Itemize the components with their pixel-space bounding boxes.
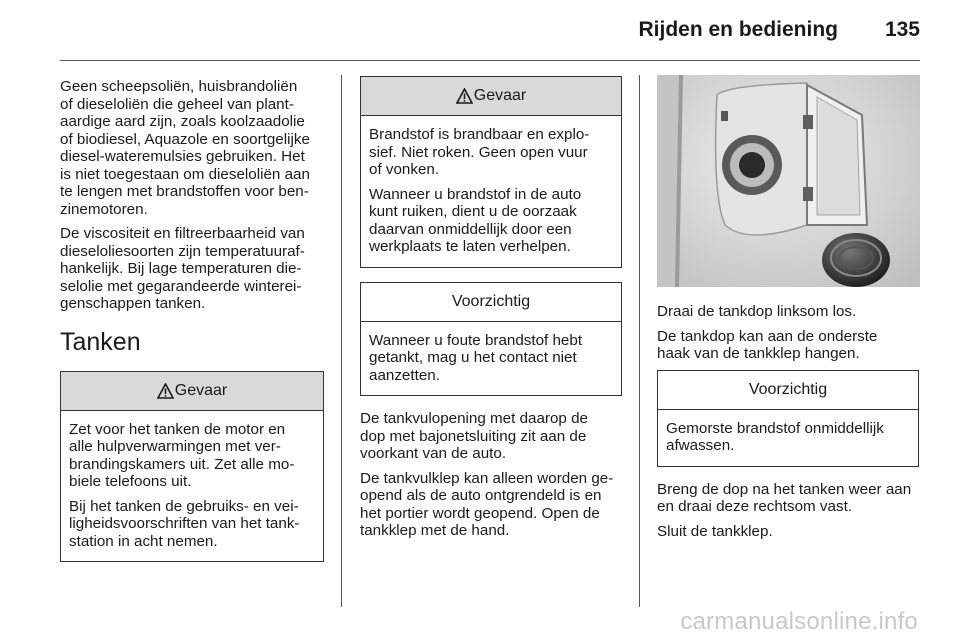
page-number: 135 bbox=[884, 18, 920, 41]
warning-box-body bbox=[61, 411, 323, 562]
header-rule bbox=[60, 60, 920, 61]
paragraph: De viscositeit en filtreerbaarheid van dieseloliesoorten zijn temperatuuraf- hankelijk. Bij lage temperaturen die- selolie met gegarandeerde winterei- genschappen tanken. bbox=[60, 225, 305, 312]
warning-box bbox=[360, 76, 622, 268]
column-divider-1 bbox=[341, 75, 342, 607]
warning-title: Gevaar bbox=[473, 87, 527, 104]
paragraph: Wanneer u brandstof in de auto kunt ruiken, dient u de oorzaak daarvan onmiddellijk door een werkplaats te laten verhelpen. bbox=[369, 185, 582, 255]
page-header bbox=[0, 0, 960, 60]
caution-box-header bbox=[658, 371, 918, 410]
section-heading: Tanken bbox=[60, 327, 141, 356]
caution-box-header bbox=[361, 283, 621, 322]
paragraph: Breng de dop na het tanken weer aan en draai deze rechtsom vast. bbox=[657, 480, 912, 515]
paragraph: Zet voor het tanken de motor en alle hulpverwarmingen met ver- brandingskamers uit. Zet alle mo- biele telefoons uit. bbox=[69, 420, 295, 490]
fuel-filler-illustration bbox=[657, 75, 920, 287]
warning-box-header bbox=[361, 77, 621, 116]
column-1 bbox=[60, 78, 324, 576]
caution-box-body bbox=[658, 410, 918, 466]
paragraph: Draai de tankdop linksom los. bbox=[657, 303, 857, 320]
column-3 bbox=[657, 303, 927, 547]
fuel-filler-photo bbox=[657, 75, 920, 287]
caution-box bbox=[657, 370, 919, 467]
paragraph: De tankvulklep kan alleen worden ge- opend als de auto ontgrendeld is en het portier wordt geopend. Open de tankklep met de hand. bbox=[360, 469, 614, 539]
column-divider-2 bbox=[639, 75, 640, 607]
paragraph: Gemorste brandstof onmiddellijk afwassen. bbox=[666, 419, 884, 454]
caution-title: Voorzichtig bbox=[748, 380, 828, 398]
caution-title: Voorzichtig bbox=[451, 292, 531, 310]
watermark: carmanualsonline.info bbox=[680, 608, 918, 635]
header-title: Rijden en bediening bbox=[638, 18, 838, 41]
paragraph: Brandstof is brandbaar en explo- sief. Niet roken. Geen open vuur of vonken. bbox=[369, 126, 590, 178]
caution-box-body bbox=[361, 322, 621, 396]
column-2 bbox=[360, 76, 622, 547]
warning-title: Gevaar bbox=[174, 381, 228, 399]
warning-box-body bbox=[361, 116, 621, 267]
paragraph: De tankvulopening met daarop de dop met bajonetsluiting zit aan de voorkant van de auto. bbox=[360, 410, 588, 462]
warning-box-header bbox=[61, 372, 323, 411]
warning-box bbox=[60, 371, 324, 563]
caution-box bbox=[360, 282, 622, 397]
warning-triangle-icon bbox=[456, 88, 473, 104]
paragraph: Sluit de tankklep. bbox=[657, 522, 773, 540]
warning-triangle-icon bbox=[157, 383, 174, 399]
paragraph: Bij het tanken de gebruiks- en vei- ligheidsvoorschriften van het tank- station in acht nemen. bbox=[69, 497, 300, 550]
paragraph: Wanneer u foute brandstof hebt getankt, mag u het contact niet aanzetten. bbox=[369, 331, 583, 384]
paragraph: De tankdop kan aan de onderste haak van de tankklep hangen. bbox=[657, 327, 878, 362]
paragraph: Geen scheepsoliën, huisbrandoliën of dieseloliën die geheel van plant- aardige aard zijn, zoals koolzaadolie of biodiesel, Aquazole en soortgelijke diesel-wateremulsies gebruiken. Het is niet toegestaan om dieseloliën aan te lengen met brandstoffen voor ben- zinemotoren. bbox=[60, 78, 310, 218]
